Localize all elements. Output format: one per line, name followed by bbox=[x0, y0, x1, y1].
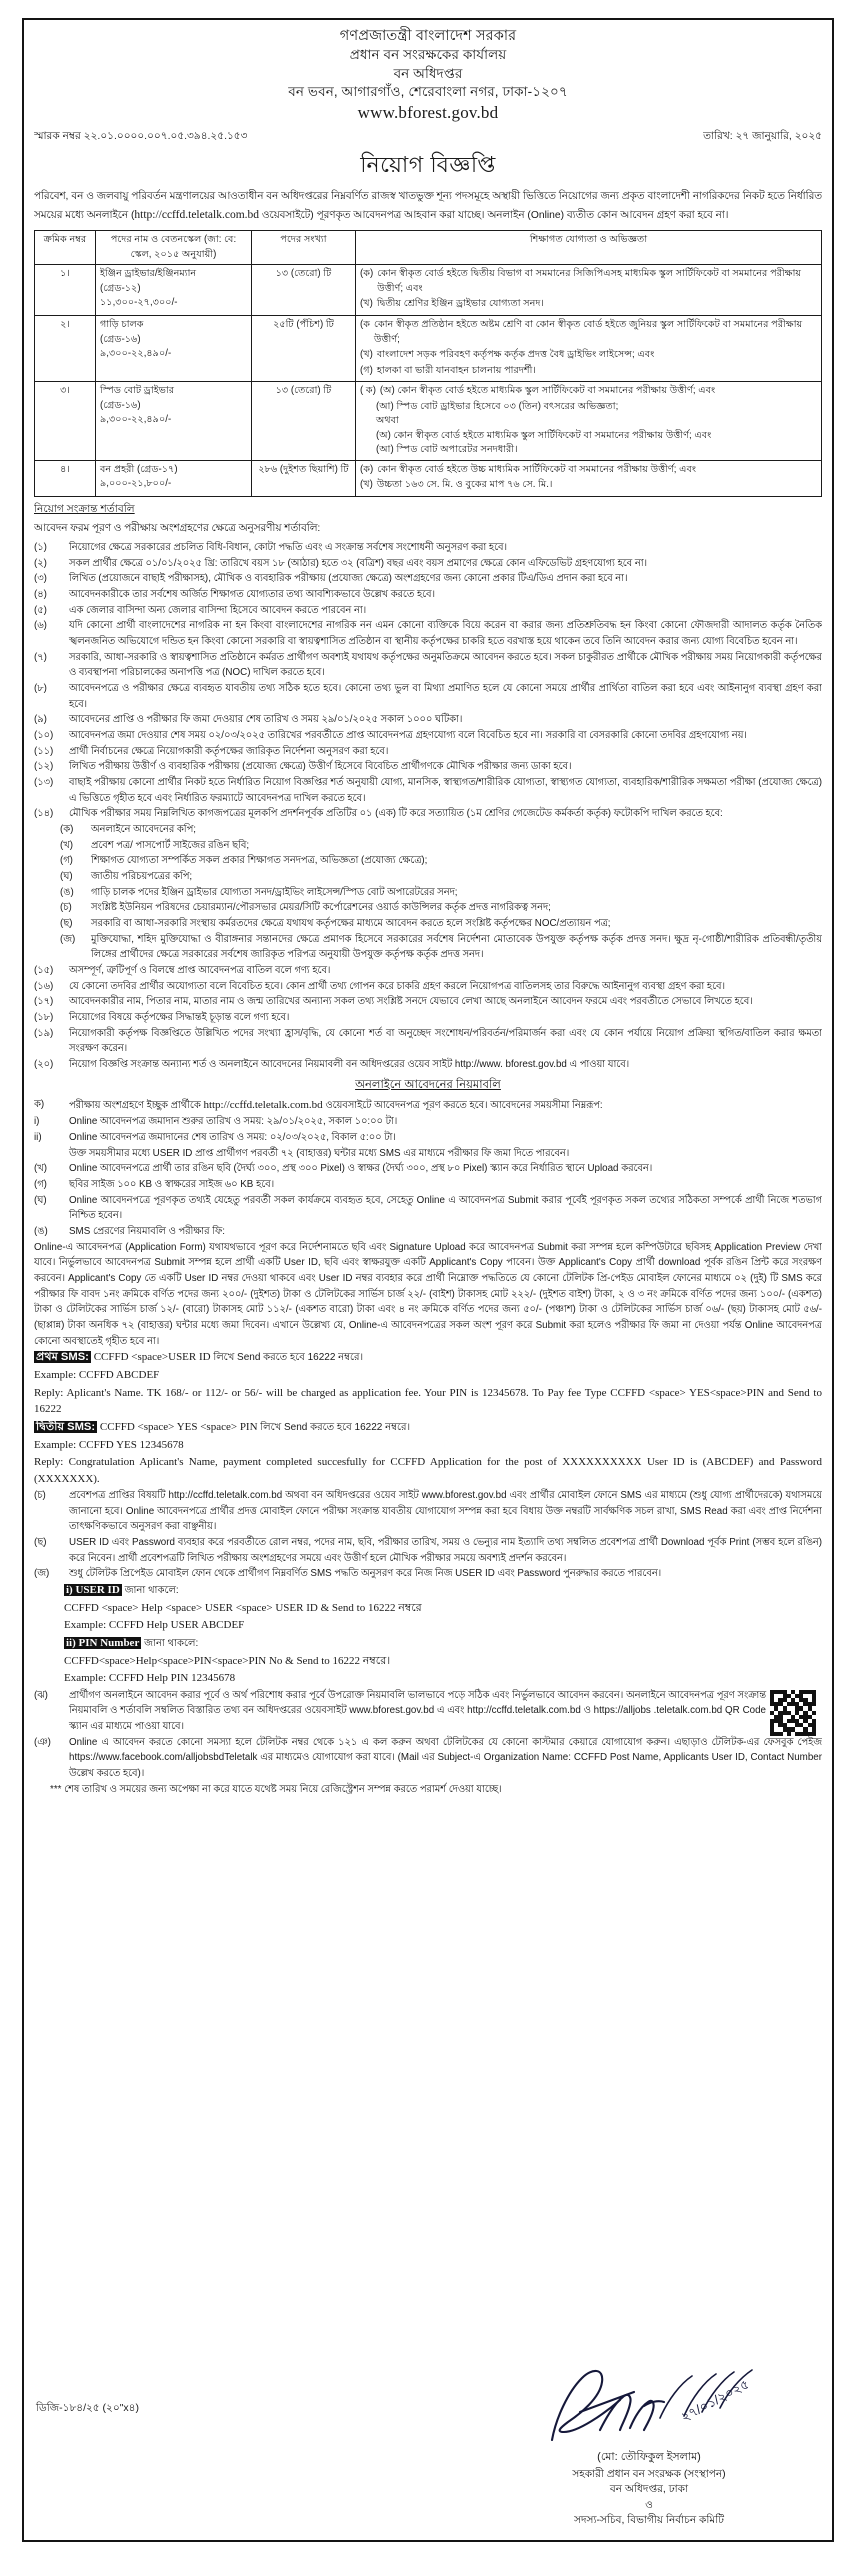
online-item-ja-marker: (জ) bbox=[34, 1568, 50, 1580]
post-grade: (গ্রেড-১৬) bbox=[100, 399, 141, 411]
th-post-name: পদের নাম ও বেতনস্কেল (জা: বে: স্কেল, ২০১৫ অনুযায়ী) bbox=[96, 231, 252, 265]
condition-item bbox=[34, 1057, 822, 1073]
signature-date: ২৭/০১/২০২৫ bbox=[678, 2376, 752, 2425]
intro-apply-url: http://ccffd.teletalk.com.bd bbox=[134, 208, 260, 221]
condition-item-text: আবেদনকারীকে তার সর্বশেষ অর্জিত শিক্ষাগত যোগ্যতার তথ্য আবশ্যিকভাবে উল্লেখ করতে হবে। bbox=[69, 588, 435, 600]
org-line-government: গণপ্রজাতন্ত্রী বাংলাদেশ সরকার bbox=[339, 28, 517, 44]
recover-credentials-note: শুধু টেলিটক প্রিপেইড মোবাইল ফোন থেকে প্রার্থীগণ নিম্নবর্ণিত SMS পদ্ধতি অনুসরণ করে নিজ নিজ USER ID এবং Password পুনরুদ্ধার করতে পারবেন। bbox=[69, 1568, 662, 1580]
table-row bbox=[35, 460, 822, 496]
condition-item bbox=[34, 963, 822, 979]
th-post-count: পদের সংখ্যা bbox=[252, 231, 356, 265]
intro-part2: ওয়েবসাইটে) পূরণকৃত আবেদনপত্র আহবান করা যাচ্ছে। অনলাইন (Online) ব্যতীত কোন আবেদন গ্রহণ করা হবে না। bbox=[259, 209, 729, 221]
condition-subitem-text: শিক্ষাগত যোগ্যতা সম্পর্কিত সকল প্রকার শিক্ষাগত সনদপত্র, অভিজ্ঞতা (প্রযোজ্য ক্ষেত্রে); bbox=[91, 855, 428, 867]
cell-qualification bbox=[356, 315, 822, 381]
online-item-ka-post: ওয়েবসাইটে আবেদনপত্র পূরণ করতে হবে। আবেদনের সময়সীমা নিম্নরূপ: bbox=[322, 1099, 603, 1111]
cell-qualification bbox=[356, 265, 822, 316]
qualification-item: (আ) স্পিড বোট অপারেটর সনদধারী। bbox=[376, 444, 518, 456]
condition-item-marker: (৪) bbox=[34, 588, 47, 600]
online-item-ka bbox=[34, 1097, 822, 1115]
online-item-gha bbox=[34, 1193, 822, 1224]
online-item-chha bbox=[34, 1535, 822, 1566]
condition-item-marker: (১১) bbox=[34, 745, 54, 757]
sms2-command-bn: লিখে Send করতে হবে 16222 নম্বরে। bbox=[260, 1421, 411, 1433]
condition-subitem-text: জাতীয় পরিচয়পত্রের কপি; bbox=[91, 871, 193, 883]
online-item-ii-marker: ii) bbox=[34, 1132, 42, 1144]
condition-item-text: যে কোনো তদবির প্রার্থীর অযোগ্যতা বলে বিবেচিত হবে। কোন প্রার্থী তথ্য গোপন করে চাকরি গ্রহণ করলে নিয়োগপত্র বাতিলসহ তার বিরুদ্ধে আইনানুগ ব্যবস্থা গ্রহণ করা হবে। bbox=[69, 980, 725, 992]
condition-item bbox=[34, 556, 822, 572]
online-item-cha-marker: (চ) bbox=[34, 1490, 46, 1502]
condition-item-text: আবেদনের প্রাপ্তি ও পরীক্ষার ফি জমা দেওয়ার শেষ তারিখ ও সময় ২৯/০১/২০২৫ সকাল ১০০০ ঘটিকা। bbox=[69, 714, 463, 726]
qualification-text: দ্বিতীয় শ্রেণির ইঞ্জিন ড্রাইভার যোগ্যতা সনদ। bbox=[376, 298, 544, 310]
condition-item-marker: (৫) bbox=[34, 604, 47, 616]
signatory-name: (মো: তৌফিকুল ইসলাম) bbox=[597, 2451, 701, 2464]
condition-subitem-text: মুক্তিযোদ্ধা, শহিদ মুক্তিযোদ্ধা ও বীরাঙ্গনার সন্তানদের ক্ষেত্রে প্রমাণক হিসেবে সরকারের সর্বশেষ নির্দেশনা মোতাবেক উপযুক্ত কর্তৃপক্ষ কর্তৃক প্রদত্ত সনদ। ক্ষুদ্র নৃ-গোষ্ঠী/শারীরিক প্রতিবন্ধী/তৃতীয় লিঙ্গের প্রার্থীদের ক্ষেত্রে সরকারের সর্বশেষ জারিকৃত পরিপত্র অনুযায়ী উপযুক্ত কর্তৃপক্ষ কর্তৃক প্রদত্ত সনদ। bbox=[91, 933, 822, 961]
signature-block bbox=[484, 2362, 814, 2528]
conditions-list bbox=[34, 540, 822, 822]
condition-item-text: সরকারি, আধা-সরকারি ও স্বায়ত্বশাসিত প্রতিষ্ঠানে কর্মরত প্রার্থীগণ অবশ্যই যথাযথ কর্তৃপক্ষের অনুমতিক্রমে আবেদন করতে হবে। সকল চাকুরীরত প্রার্থীকে মৌখিক পরীক্ষায় সময় নিয়োগকারী কর্তৃপক্ষের ও ব্যবস্থাপনা পরিচালকের অনাপত্তি পত্র (NOC) দাখিল করতে হবে। bbox=[69, 651, 822, 679]
online-item-kha bbox=[34, 1161, 822, 1177]
online-start-datetime: Online আবেদনপত্র জমাদান শুরুর তারিখ ও সময়: ২৯/০১/২০২৫, সকাল ১০:০০ টা। bbox=[69, 1116, 398, 1128]
post-grade: (গ্রেড-১২) bbox=[100, 282, 141, 294]
condition-subitem-text: প্রবেশ পত্র/ পাসপোর্ট সাইজের রঙিন ছবি; bbox=[91, 839, 250, 851]
cell-post bbox=[96, 265, 252, 316]
qualification-text: উচ্চতা ১৬৩ সে. মি. ও বুকের মাপ ৭৬ সে. মি.। bbox=[376, 479, 553, 491]
condition-item-text: আবেদনপত্রে ও পরীক্ষার ক্ষেত্রে ব্যবহৃত যাবতীয় তথ্য সঠিক হতে হবে। কোনো তথ্য ভুল বা মিথ্যা প্রমাণিত হলে যে কোনো সময়ে প্রার্থীর প্রার্থিতা বাতিল করা হবে এবং আইনানুগ ব্যবস্থা গ্রহণ করা হবে। bbox=[69, 683, 822, 710]
condition-item-marker: (৮) bbox=[34, 683, 47, 695]
online-item-ka-marker: ক) bbox=[34, 1098, 45, 1110]
online-item-uma-marker: (ঙ) bbox=[34, 1226, 48, 1238]
post-grade: (গ্রেড-১৬) bbox=[100, 333, 141, 345]
condition-item bbox=[34, 728, 822, 744]
condition-item-text: আবেদনকারীর নাম, পিতার নাম, মাতার নাম ও জন্ম তারিখের অন্যান্য সকল তথ্য সংশ্লিষ্ট সনদে যেভাবে লেখা আছে অনলাইনে আবেদন ফরমে এবং পরবর্তীতে সেভাবে লিখতে হবে। bbox=[69, 996, 753, 1008]
org-website: www.bforest.gov.bd bbox=[357, 102, 499, 122]
th-qualification: শিক্ষাগত যোগ্যতা ও অভিজ্ঞতা bbox=[356, 231, 822, 265]
condition-subitem-marker: (জ) bbox=[60, 933, 76, 945]
post-scale: ৯,০০০-২১,৮০০/- bbox=[100, 478, 172, 490]
th-serial: ক্রমিক নম্বর bbox=[35, 231, 96, 265]
vacancy-table bbox=[34, 230, 822, 497]
cell-serial: ২। bbox=[35, 315, 96, 381]
condition-item bbox=[34, 979, 822, 995]
condition-item-marker: (১২) bbox=[34, 761, 54, 773]
qualification-marker: (ক) bbox=[360, 268, 374, 280]
condition-item-text: আবেদনপত্র জমা দেওয়ার শেষ সময় ০২/০৩/২০২৫ তারিখের পরবর্তীতে প্রাপ্ত আবেদনপত্র গ্রহণযোগ্য বলে বিবেচিত হবে না। সরকারি বা বেসরকারি কোনো তদবির গ্রহণযোগ্য নয়। bbox=[69, 730, 747, 742]
condition-item bbox=[34, 759, 822, 775]
condition-subitem bbox=[34, 932, 822, 963]
post-name: বন প্রহরী (গ্রেড-১৭) bbox=[100, 463, 178, 475]
condition-item-marker: (১০) bbox=[34, 730, 54, 742]
condition-item-text: অসম্পূর্ণ, ত্রুটিপূর্ণ ও বিলম্বে প্রাপ্ত আবেদনপত্র বাতিল বলে গণ্য হবে। bbox=[69, 965, 331, 977]
condition-item-text: এক জেলার বাসিন্দা অন্য জেলার বাসিন্দা হিসেবে আবেদন করতে পারবেন না। bbox=[69, 604, 367, 616]
vacancy-table-body bbox=[35, 265, 822, 497]
condition-item-text: লিখিত পরীক্ষায় উত্তীর্ণ ও ব্যবহারিক পরীক্ষায় (প্রযোজ্য ক্ষেত্রে) উত্তীর্ণ হিসেবে বিবেচিত প্রার্থীগণকে মৌখিক পরীক্ষার জন্য ডাকা হবে। bbox=[69, 761, 572, 773]
qualification-item bbox=[360, 318, 817, 347]
condition-subitem-marker: (গ) bbox=[60, 855, 73, 867]
condition-item-marker: (২) bbox=[34, 557, 47, 569]
condition-subitem bbox=[34, 869, 822, 885]
cell-serial: ৪। bbox=[35, 460, 96, 496]
condition-item-text: নিয়োগের ক্ষেত্রে সরকারের প্রচলিত বিধি-বিধান, কোটা পদ্ধতি এবং এ সংক্রান্ত সর্বশেষ সংশোধনী অনুসরণ করা হবে। bbox=[69, 541, 507, 553]
condition-subitem bbox=[34, 900, 822, 916]
condition-item-marker: (১৭) bbox=[34, 996, 54, 1008]
document-content bbox=[34, 26, 822, 2536]
online-item-i-marker: i) bbox=[34, 1116, 40, 1128]
qualification-text: (অ) কোন স্বীকৃত বোর্ড হইতে মাধ্যমিক স্কুল সার্টিফিকেট বা সমমানের পরীক্ষায় উত্তীর্ণ; এবং bbox=[379, 385, 716, 397]
recover-pin-label: ii) PIN Number bbox=[66, 1636, 140, 1649]
sms1-example: Example: CCFFD ABCDEF bbox=[34, 1369, 160, 1382]
condition-subitem bbox=[34, 885, 822, 901]
signatory-role-2: সদস্য-সচিব, বিভাগীয় নির্বাচন কমিটি bbox=[574, 2513, 724, 2526]
memo-date: তারিখ: ২৭ জানুয়ারি, ২০২৫ bbox=[703, 129, 822, 142]
cell-count: ১৩ (তেরো) টি bbox=[252, 382, 356, 461]
qualification-text: কোন স্বীকৃত বোর্ড হইতে উচ্চ মাধ্যমিক সার্টিফিকেট বা সমমানের পরীক্ষায় উত্তীর্ণ; এবং bbox=[377, 463, 697, 475]
sms1-reply: Reply: Aplicant's Name. TK 168/- or 112/- or 56/- will be charged as application fee. Your PIN is 12345678. To Pay fee Type CCFFD <space> YES<space>PIN and Send to 16222 bbox=[34, 1386, 822, 1416]
condition-subitem-text: সংশ্লিষ্ট ইউনিয়ন পরিষদের চেয়ারম্যান/পৌরসভার মেয়র/সিটি কর্পোরেশনের ওয়ার্ড কাউন্সিলর কর্তৃক প্রদত্ত নাগরিকত্ব সনদ; bbox=[91, 902, 551, 914]
condition-item bbox=[34, 540, 822, 556]
sms1-command-bn: লিখে Send করতে হবে 16222 নম্বরে। bbox=[213, 1352, 364, 1364]
sms-rules-label: SMS প্রেরণের নিয়মাবলি ও পরীক্ষার ফি: bbox=[69, 1226, 225, 1238]
detailed-info-note: প্রার্থীগণ অনলাইনে আবেদন করার পূর্বে ও অর্থ পরিশোধ করার পূর্বে উপরোক্ত নিয়মাবলি ভালভাবে পড়ে সঠিক এবং নির্ভুলভাবে আবেদন করবেন। অনলাইনে আবেদনপত্র পূরণ সংক্রান্ত নিয়মাবলি ও শর্তাবলি সম্বলিত বিস্তারিত তথ্য বন অধিদপ্তরের ওয়েবসাইট www.bforest.gov.bd এ এবং http://ccffd.teletalk.com.bd ও https://alljobs .teletalk.com.bd QR Code স্ক্যান এর মাধ্যমে পাওয়া যাবে। bbox=[69, 1689, 766, 1733]
cell-count: ২৫টি (পঁচিশ) টি bbox=[252, 315, 356, 381]
online-end-datetime: Online আবেদনপত্র জমাদানের শেষ তারিখ ও সময়: ০২/০৩/২০২৫, বিকাল ৫:০০ টা। bbox=[69, 1132, 396, 1144]
registration-advice-note: *** শেষ তারিখ ও সময়ের জন্য অপেক্ষা না করে যাতে যথেষ্ট সময় নিয়ে রেজিস্ট্রেশন সম্পন্ন করতে পরামর্শ দেওয়া যাচ্ছে। bbox=[50, 1783, 502, 1795]
post-name: ইঞ্জিন ড্রাইভার/ইঞ্জিনম্যান bbox=[100, 268, 197, 280]
cell-post bbox=[96, 315, 252, 381]
qualification-text: কোন স্বীকৃত প্রতিষ্ঠান হইতে অষ্টম শ্রেণি বা কোন স্বীকৃত বোর্ড হইতে জুনিয়র স্কুল সার্টিফিকেট বা সমমানের পরীক্ষায় উত্তীর্ণ; bbox=[374, 318, 803, 345]
condition-item bbox=[34, 994, 822, 1010]
post-name: স্পিড বোট ড্রাইভার bbox=[100, 385, 175, 397]
memo-row bbox=[34, 129, 822, 146]
cell-serial: ১। bbox=[35, 265, 96, 316]
online-item-yna bbox=[34, 1735, 822, 1782]
qualification-marker: (ক) bbox=[360, 463, 374, 475]
sms1-line bbox=[34, 1349, 822, 1366]
recover-userid-example: Example: CCFFD Help USER ABCDEF bbox=[64, 1619, 245, 1632]
condition-item-text: নিয়োগ বিজ্ঞপ্তি সংক্রান্ত অন্যান্য শর্ত ও অনলাইনে আবেদনের নিয়মাবলী বন অধিদপ্তরের ওয়েব সাইট http://www. bforest.gov.bd এ পাওয়া যাবে। bbox=[69, 1059, 630, 1071]
condition-subitem bbox=[34, 822, 822, 838]
online-item-cha bbox=[34, 1488, 822, 1535]
conditions-subheading: আবেদন ফরম পূরণ ও পরীক্ষায় অংশগ্রহণের ক্ষেত্রে অনুসরণীয় শর্তাবলি: bbox=[34, 522, 321, 534]
condition-item-marker: (৭) bbox=[34, 651, 47, 663]
qualification-item bbox=[360, 267, 817, 296]
condition-subitem-text: সরকারি বা আধা-সরকারি সংস্থায় কর্মরতদের ক্ষেত্রে যথাযথ কর্তৃপক্ষের মাধ্যমে আবেদন করতে হলে সংশ্লিষ্ট কর্তৃপক্ষের NOC/প্রত্যায়ন পত্র; bbox=[91, 918, 611, 930]
qualification-text: কোন স্বীকৃত বোর্ড হইতে দ্বিতীয় বিভাগ বা সমমানের সিজিপিএসহ মাধ্যমিক স্কুল সার্টিফিকেট বা সমমানের পরীক্ষায় উত্তীর্ণ; এবং bbox=[377, 268, 802, 294]
condition-item-marker: (১) bbox=[34, 541, 47, 553]
table-row bbox=[35, 265, 822, 316]
condition-item-marker: (১৩) bbox=[34, 777, 54, 789]
qualification-marker: (খ) bbox=[360, 479, 373, 491]
qualification-item bbox=[360, 297, 817, 312]
support-contact-note: Online এ আবেদন করতে কোনো সমস্যা হলে টেলিটক নম্বর থেকে ১২১ এ কল করুন অথবা টেলিটকের যে কোনো কাস্টমার কেয়ারে যোগাযোগ করুন। এছাড়াও টেলিটক-এর ফেসবুক পেইজ https://www.facebook.com/alljobsbdTeletalk এর মাধ্যমেও যোগাযোগ করা যাবে। (Mail এর Subject-এ Organization Name: CCFFD Post Name, Applicants User ID, Contact Number উল্লেখ করতে হবে)। bbox=[69, 1736, 822, 1780]
signatory-office: বন অধিদপ্তর, ঢাকা bbox=[609, 2483, 689, 2496]
org-line-address: বন ভবন, আগারগাঁও, শেরেবাংলা নগর, ঢাকা-১২০৭ bbox=[288, 84, 568, 100]
qualification-marker: (ক bbox=[360, 318, 371, 330]
online-photo-spec: Online আবেদনপত্রে প্রার্থী তার রঙিন ছবি (দৈর্ঘ্য ৩০০, প্রস্থ ৩০০ Pixel) ও স্বাক্ষর (দৈর্ঘ্য ৩০০, প্রস্থ ৮০ Pixel) স্ক্যান করে নির্ধারিত স্থানে Upload করবেন। bbox=[69, 1163, 653, 1175]
condition-subitem-marker: (ছ) bbox=[60, 918, 73, 930]
condition-item bbox=[34, 681, 822, 712]
condition-item bbox=[34, 1010, 822, 1026]
post-name: গাড়ি চালক bbox=[100, 318, 144, 330]
condition-subitem bbox=[34, 853, 822, 869]
online-item-jha-marker: (ঝ) bbox=[34, 1689, 48, 1701]
cell-post bbox=[96, 382, 252, 461]
online-apply-url: http://ccffd.teletalk.com.bd bbox=[203, 1098, 323, 1111]
recover-userid-label-bn: জানা থাকলে: bbox=[121, 1585, 179, 1597]
condition-item bbox=[34, 650, 822, 681]
sms2-command: CCFFD <space> YES <space> PIN bbox=[99, 1420, 261, 1433]
intro-paragraph bbox=[34, 189, 822, 224]
qualification-marker: (খ) bbox=[360, 349, 373, 361]
condition-item-text: প্রার্থী নির্বাচনের ক্ষেত্রে নিয়োগকারী কর্তৃপক্ষের জারিকৃত নির্দেশনা অনুসরণ করা হবে। bbox=[69, 745, 389, 757]
condition-item bbox=[34, 775, 822, 806]
qualification-marker: (খ) bbox=[360, 298, 373, 310]
condition-subitem-marker: (ঙ) bbox=[60, 886, 74, 898]
online-item-jha bbox=[34, 1688, 822, 1735]
sms2-label: দ্বিতীয় SMS: bbox=[36, 1420, 96, 1433]
sms2-example: Example: CCFFD YES 12345678 bbox=[34, 1438, 184, 1451]
condition-item bbox=[34, 744, 822, 760]
online-item-ga-marker: (গ) bbox=[34, 1179, 47, 1191]
cell-qualification bbox=[356, 460, 822, 496]
condition-item-text: যদি কোনো প্রার্থী বাংলাদেশের নাগরিক না হন কিংবা বাংলাদেশের নাগরিক নন এমন কোনো ব্যক্তিকে বিয়ে করেন বা করার জন্য প্রতিশ্রুতিবদ্ধ হন কিংবা কোনো ফৌজদারী আদালত কর্তৃক নৈতিক স্খলনজনিত অভিযোগে দন্ডিত হন কিংবা কোনো সরকারি বা স্বায়ত্বশাসিত প্রতিষ্ঠান বা স্থানীয় কর্তৃপক্ষের চাকরি হতে বরখাস্ত হয়ে থাকেন তবে তিনি আবেদন করার জন্য যোগ্য বিবেচিত হবেন না। bbox=[69, 620, 822, 647]
condition-item-marker: (১৪) bbox=[34, 808, 54, 820]
sms-second-block bbox=[34, 1419, 822, 1487]
qualification-item: অথবা bbox=[376, 415, 399, 427]
condition-item-marker: (২০) bbox=[34, 1059, 54, 1071]
condition-subitem-marker: (ক) bbox=[60, 824, 74, 836]
qualification-item bbox=[360, 463, 817, 478]
qualification-item: (আ) স্পিড বোট ড্রাইভার হিসেবে ০৩ (তিন) বৎসরের অভিজ্ঞতা; bbox=[376, 400, 619, 412]
online-item-ka-pre: পরীক্ষায় অংশগ্রহণে ইচ্ছুক প্রার্থীকে bbox=[69, 1099, 204, 1111]
qualification-marker: ( ক) bbox=[360, 385, 376, 397]
cell-serial: ৩। bbox=[35, 382, 96, 461]
cell-count: ২৮৬ (দুইশত ছিয়াশি) টি bbox=[252, 460, 356, 496]
online-item-chha-marker: (ছ) bbox=[34, 1537, 47, 1549]
condition-subitem bbox=[34, 916, 822, 932]
org-line-office: প্রধান বন সংরক্ষকের কার্যালয় bbox=[349, 47, 507, 62]
signatory-role-1: সহকারী প্রধান বন সংরক্ষক (সংস্থাপন) bbox=[572, 2468, 726, 2481]
cell-qualification bbox=[356, 382, 822, 461]
condition-item-text: লিখিত (প্রয়োজনে বাছাই পরীক্ষাসহ), মৌখিক ও ব্যবহারিক পরীক্ষায় (প্রযোজ্য ক্ষেত্রে) অংশগ্রহণের জন্য কোনো প্রকার টিএ/ডিএ প্রদান করা হবে না। bbox=[69, 573, 628, 585]
sms2-line bbox=[34, 1419, 822, 1436]
recover-pin-heading bbox=[64, 1635, 822, 1652]
condition-item-marker: (১৮) bbox=[34, 1012, 54, 1024]
qr-code bbox=[770, 1690, 816, 1736]
online-item-yna-marker: (ঞ) bbox=[34, 1736, 51, 1748]
recover-userid-label: i) USER ID bbox=[66, 1584, 120, 1597]
condition-item bbox=[34, 587, 822, 603]
condition-item-text: বাছাই পরীক্ষায় কোনো প্রার্থীর নিকট হতে নির্ধারিত নিয়োগ বিজ্ঞপ্তির শর্ত অনুযায়ী যোগ্য, মানসিক, স্বাস্থ্যগত/শারীরিক যোগ্যতা, স্বাস্থ্যগত যোগ্যতা, ব্যবহারিক/শারীরিক সক্ষমতা পরীক্ষা (প্রযোজ্য ক্ষেত্রে) এ ভিত্তিতে গৃহীত হবে এবং নির্ধারিত ফরম্যাটে আবেদনপত্র দাখিল করতে হবে। bbox=[69, 777, 822, 804]
condition-item-marker: (১৬) bbox=[34, 980, 54, 992]
admit-card-note: প্রবেশপত্র প্রাপ্তির বিষয়টি http://ccffd.teletalk.com.bd অথবা বন অধিদপ্তরের ওয়েব সাইট www.bforest.gov.bd এবং প্রার্থীর মোবাইল ফোনে SMS এর মাধ্যমে (শুধু যোগ্য প্রার্থীদেরকে) যথাসময়ে জানানো হবে। Online আবেদনপত্রে প্রার্থীর প্রদত্ত মোবাইল ফোনে পরীক্ষা সংক্রান্ত যাবতীয় যোগাযোগ সম্পন্ন করা হবে বিধায় উক্ত নম্বরটি সার্বক্ষণিক সচল রাখা, SMS Read করা এবং প্রাপ্ত নির্দেশনা তাৎক্ষণিকভাবে অনুসরণ করা বাঞ্ছনীয়। bbox=[69, 1490, 822, 1533]
memo-number: স্মারক নম্বর ২২.০১.০০০০.০০৭.০৫.৩৯৪.২৫.১৫৩ bbox=[34, 129, 248, 142]
online-filesize-spec: ছবির সাইজ ১০০ KB ও স্বাক্ষরের সাইজ ৬০ KB হবে। bbox=[69, 1179, 275, 1191]
online-item-kha-marker: (খ) bbox=[34, 1163, 47, 1175]
condition-subitem bbox=[34, 838, 822, 854]
admit-download-note: USER ID এবং Password ব্যবহার করে পরবর্তীতে রোল নম্বর, পদের নাম, ছবি, পরীক্ষার তারিখ, সময় ও ভেন্যুর নাম ইত্যাদি তথ্য সম্বলিত প্রবেশপত্র প্রার্থী Download পূর্বক Print (সম্ভব হলে রঙিন) করে নিবেন। প্রার্থী প্রবেশপত্রটি লিখিত পরীক্ষায় অংশগ্রহণের সময়ে এবং উত্তীর্ণ হলে মৌখিক পরীক্ষার সময়ে অবশ্যই প্রদর্শন করবেন। bbox=[69, 1537, 822, 1564]
condition-subitem-marker: (চ) bbox=[60, 902, 72, 914]
online-application-form-paragraph: Online-এ আবেদনপত্র (Application Form) যথাযথভাবে পূরণ করে নির্দেশনামতে ছবি এবং Signature Upload করে আবেদনপত্র Submit করা সম্পন্ন হলে কম্পিউটারে ছবিসহ Application Preview দেখা যাবে। নির্ভুলভাবে আবেদনপত্র Submit সম্পন্ন হলে প্রার্থী একটি User ID, ছবি এবং স্বাক্ষরযুক্ত একটি Applicant's Copy পাবেন। উক্ত Applicant's Copy প্রার্থী download পূর্বক রঙিন প্রিন্ট করে সংরক্ষণ করবেন। Applicant's Copy তে একটি User ID নম্বর দেওয়া থাকবে এবং User ID নম্বর ব্যবহার করে প্রার্থী নিম্নোক্ত পদ্ধতিতে যে কোনো টেলিটক প্রি-পেইড মোবাইল ফোনের মাধ্যমে ০২ (দুই) টি SMS করে পরীক্ষার ফি বাবদ ১নং ক্রমিকে বর্ণিত পদের জন্য ২০০/- (দুইশত) টাকা ও টেলিটকের সার্ভিস চার্জ ২২/- (বাইশ) টাকাসহ মোট ২২২/- (দুইশত বাইশ) টাকা, ২ ও ৩ নং ক্রমিকে বর্ণিত পদের জন্য ১০০/- (একশত) টাকা ও টেলিটকের সার্ভিস চার্জ ১২/- (বারো) টাকাসহ মোট ১১২/- (একশত বারো) টাকা এবং ৪ নং ক্রমিকে বর্ণিত পদের জন্য ৫০/- (পঞ্চাশ) টাকা ও টেলিটকের সার্ভিস চার্জ ০৬/- (ছয়) টাকাসহ মোট ৫৬/- (ছাপ্পান্ন) টাকা অনধিক ৭২ (বাহাত্তর) ঘন্টার মধ্যে জমা দিবেন। এখানে উল্লেখ্য যে, Online-এ আবেদনপত্রের সকল অংশ পূরণ করে Submit করা হলেও পরীক্ষার ফি জমা না দেওয়া পর্যন্ত Online আবেদনপত্র কোনো অবস্থাতেই গৃহীত হবে না। bbox=[34, 1241, 822, 1347]
qualification-text: বাংলাদেশ সড়ক পরিবহণ কর্তৃপক্ষ কর্তৃক প্রদত্ত বৈধ ড্রাইভিং লাইসেন্স; এবং bbox=[376, 349, 655, 361]
table-row bbox=[35, 382, 822, 461]
online-item-gha-marker: (ঘ) bbox=[34, 1194, 47, 1206]
recover-userid-heading bbox=[64, 1582, 822, 1599]
intro-part1: পরিবেশ, বন ও জলবায়ু পরিবর্তন মন্ত্রণালয়ের আওতাধীন বন অধিদপ্তরের নিম্নবর্ণিত রাজস্ব খাতভুক্ত শূন্য পদসমূহে অস্থায়ী ভিত্তিতে নিয়োগের জন্য প্রকৃত বাংলাদেশী নাগরিকদের নিকট হতে নির্ধারিত সময়ের মধ্যে অনলাইনে ( bbox=[34, 190, 822, 221]
online-accuracy-note: Online আবেদনপত্রে পূরণকৃত তথ্যই যেহেতু পরবর্তী সকল কার্যক্রমে ব্যবহৃত হবে, সেহেতু Online এ আবেদনপত্র Submit করার পূর্বেই পূরণকৃত সকল তথ্যের সঠিকতা সম্পর্কে প্রার্থী নিজে শতভাগ নিশ্চিত হবেন। bbox=[69, 1194, 822, 1222]
signatory-and: ও bbox=[645, 2498, 653, 2511]
org-line-department: বন অধিদপ্তর bbox=[393, 65, 463, 81]
qualification-item bbox=[360, 348, 817, 363]
qualification-item bbox=[360, 364, 817, 379]
recover-pin-command: CCFFD<space>Help<space>PIN<space>PIN No & Send to 16222 নম্বরে। bbox=[64, 1654, 391, 1667]
condition-item-text: সকল প্রার্থীর ক্ষেত্রে ০১/০১/২০২৫ খ্রি: তারিখে বয়স ১৮ (আঠার) হতে ৩২ (বত্রিশ) বছর এবং বয়স প্রমাণের ক্ষেত্রে কোন এফিডেভিট গ্রহণযোগ্য হবে না। bbox=[69, 557, 648, 569]
sms2-reply: Reply: Congratulation Aplicant's Name, payment completed succesfully for CCFFD Application for the post of XXXXXXXXXX User ID is (ABCDEF) and Password (XXXXXXX). bbox=[34, 1456, 822, 1485]
recover-pin-example: Example: CCFFD Help PIN 12345678 bbox=[64, 1672, 236, 1685]
condition-item bbox=[34, 571, 822, 587]
condition-item bbox=[34, 603, 822, 619]
conditions-list-tail bbox=[34, 963, 822, 1073]
qualification-item: (অ) কোন স্বীকৃত বোর্ড হইতে মাধ্যমিক স্কুল সার্টিফিকেট বা সমমানের পরীক্ষায় উত্তীর্ণ; এবং bbox=[376, 429, 712, 441]
recover-pin-label-bn: জানা থাকলে: bbox=[141, 1637, 199, 1649]
online-item-uma bbox=[34, 1224, 822, 1240]
condition-subitem-marker: (ঘ) bbox=[60, 871, 73, 883]
recover-userid-block bbox=[34, 1582, 822, 1687]
qr-module bbox=[812, 1732, 816, 1736]
condition-item bbox=[34, 712, 822, 728]
document-code: ডিজি-১৮৪/২৫ (২০"x৪) bbox=[36, 2402, 139, 2414]
post-scale: ১১,৩০০-২৭,৩০০/- bbox=[100, 297, 178, 309]
conditions-sublist bbox=[34, 822, 822, 963]
condition-item-text: নিয়োগকারী কর্তৃপক্ষ বিজ্ঞপ্তিতে উল্লিখিত পদের সংখ্যা হ্রাস/বৃদ্ধি, যে কোনো শর্ত বা অনুচ্ছেদ সংশোধন/পরিবর্তন/পরিমার্জন করা এবং যে কোন পর্যায়ে নিয়োগ প্রক্রিয়া স্থগিত/বাতিল করার ক্ষমতা সংরক্ষণ করেন। bbox=[69, 1027, 822, 1055]
condition-item-text: মৌখিক পরীক্ষার সময় নিম্নলিখিত কাগজপত্রের মূলকপি প্রদর্শনপূর্বক প্রতিটির ০১ (এক) টি করে সত্যায়িত (১ম শ্রেণির গেজেটেড কর্মকর্তা কর্তৃক) ফটোকপি দাখিল করতে হবে: bbox=[69, 808, 723, 820]
conditions-heading: নিয়োগ সংক্রান্ত শর্তাবলি bbox=[34, 502, 135, 515]
condition-item bbox=[34, 806, 822, 822]
table-header-row bbox=[35, 231, 822, 265]
qualification-item bbox=[360, 384, 817, 399]
sms1-label: প্রথম SMS: bbox=[36, 1351, 89, 1364]
qualification-text: হালকা বা ভারী যানবাহন চালনায় পারদর্শী। bbox=[376, 364, 536, 376]
online-fee-window-note: উক্ত সময়সীমার মধ্যে USER ID প্রাপ্ত প্রার্থীগণ পরবর্তী ৭২ (বাহাত্তর) ঘন্টার মধ্যে SMS এর মাধ্যমে পরীক্ষার ফি জমা দিতে পারবেন। bbox=[69, 1147, 570, 1159]
condition-item-marker: (৯) bbox=[34, 714, 47, 726]
cell-count: ১৩ (তেরো) টি bbox=[252, 265, 356, 316]
condition-item-text: নিয়োগের বিষয়ে কর্তৃপক্ষের সিদ্ধান্তই চূড়ান্ত বলে গণ্য হবে। bbox=[69, 1012, 290, 1024]
recover-userid-command: CCFFD <space> Help <space> USER <space> USER ID & Send to 16222 নম্বরে bbox=[64, 1601, 422, 1614]
condition-subitem-text: গাড়ি চালক পদের ইঞ্জিন ড্রাইভার যোগ্যতা সনদ/ড্রাইভিং লাইসেন্স/স্পিড বোট অপারেটরের সনদ; bbox=[91, 886, 458, 898]
sms1-command: CCFFD <space>USER ID bbox=[93, 1351, 214, 1364]
qualification-marker: (গ) bbox=[360, 364, 373, 376]
online-item-i bbox=[34, 1114, 822, 1130]
page-title: নিয়োগ বিজ্ঞপ্তি bbox=[360, 151, 496, 177]
condition-item bbox=[34, 1026, 822, 1057]
condition-subitem-marker: (খ) bbox=[60, 839, 73, 851]
qualification-item bbox=[360, 478, 817, 493]
cell-post bbox=[96, 460, 252, 496]
post-scale: ৯,৩০০-২২,৪৯০/- bbox=[100, 414, 172, 426]
condition-subitem-text: অনলাইনে আবেদনের কপি; bbox=[91, 824, 196, 836]
condition-item bbox=[34, 618, 822, 649]
condition-item-marker: (১৯) bbox=[34, 1027, 54, 1039]
online-item-ga bbox=[34, 1177, 822, 1193]
condition-item-marker: (৬) bbox=[34, 620, 47, 632]
signature-image bbox=[534, 2362, 764, 2452]
sms-first-block bbox=[34, 1349, 822, 1417]
condition-item-marker: (৩) bbox=[34, 573, 47, 585]
table-row bbox=[35, 315, 822, 381]
post-scale: ৯,৩০০-২২,৪৯০/- bbox=[100, 348, 172, 360]
condition-item-marker: (১৫) bbox=[34, 965, 54, 977]
online-item-ja bbox=[34, 1566, 822, 1582]
online-rules-heading: অনলাইনে আবেদনের নিয়মাবলি bbox=[355, 1078, 501, 1091]
online-item-ii bbox=[34, 1130, 822, 1146]
